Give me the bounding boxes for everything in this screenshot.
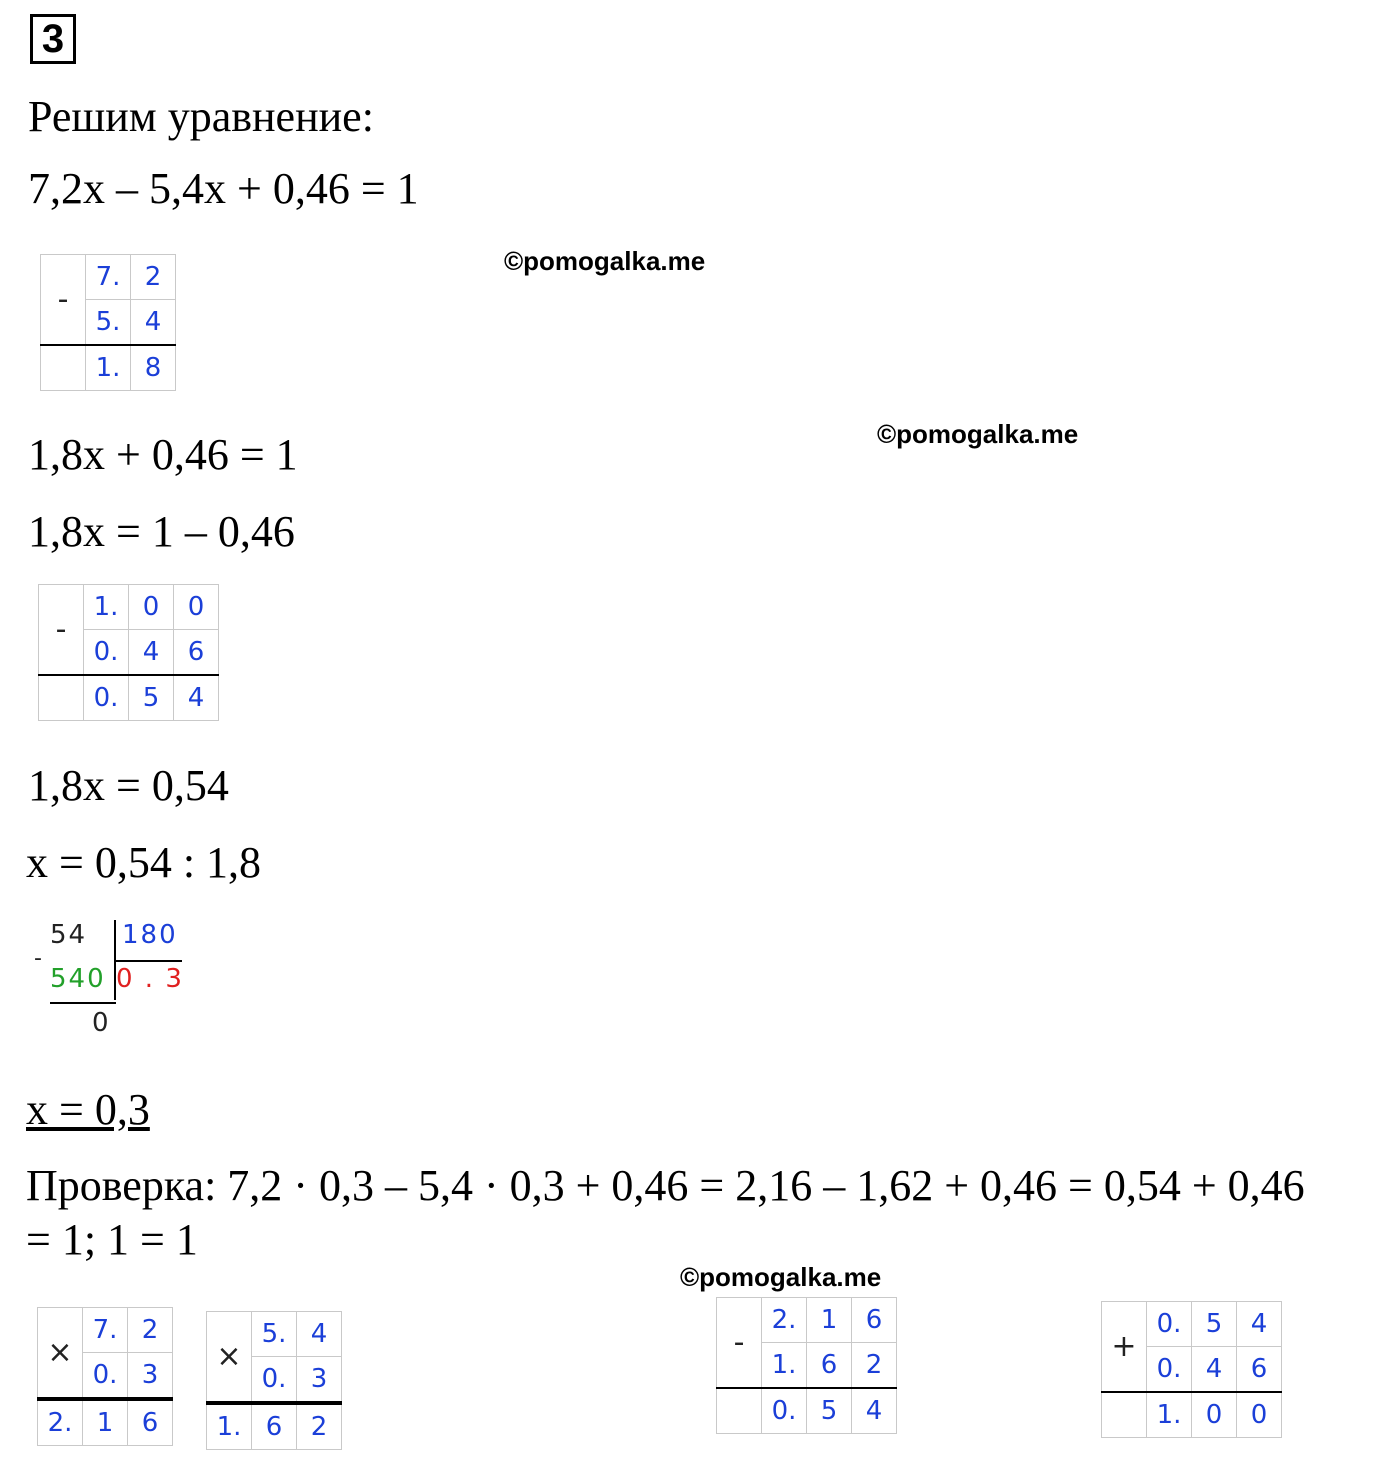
- check-line-2: = 1; 1 = 1: [26, 1215, 198, 1264]
- digit-cell: 5.: [86, 300, 131, 346]
- watermark: ©pomogalka.me: [877, 419, 1079, 449]
- digit-cell: 2: [131, 255, 176, 300]
- digit-cell: 1.: [84, 585, 129, 630]
- empty-cell: [717, 1388, 762, 1434]
- operator-minus: -: [39, 585, 84, 676]
- digit-cell: 4: [131, 300, 176, 346]
- digit-cell: 1.: [762, 1343, 807, 1389]
- digit-cell: 3: [128, 1353, 173, 1400]
- equation-4: 1,8x = 0,54: [28, 761, 229, 810]
- empty-cell: [41, 345, 86, 391]
- digit-cell: 7.: [83, 1308, 128, 1353]
- result-cell: 6: [128, 1399, 173, 1446]
- equation-3: 1,8x = 1 – 0,46: [28, 507, 295, 556]
- digit-cell: 4: [297, 1312, 342, 1357]
- result-cell: 0.: [762, 1388, 807, 1434]
- digit-cell: 7.: [86, 255, 131, 300]
- digit-cell: 2: [852, 1343, 897, 1389]
- digit-cell: 3: [297, 1357, 342, 1404]
- minus-sign: -: [34, 946, 44, 971]
- result-cell: 1: [83, 1399, 128, 1446]
- empty-cell: [1102, 1392, 1147, 1438]
- result-cell: 1.: [207, 1403, 252, 1450]
- watermark: ©pomogalka.me: [680, 1262, 882, 1292]
- quotient: 0 . 3: [116, 964, 184, 994]
- digit-cell: 0.: [83, 1353, 128, 1400]
- empty-cell: [39, 675, 84, 721]
- digit-cell: 0.: [84, 630, 129, 676]
- digit-cell: 0: [129, 585, 174, 630]
- result-cell: 6: [252, 1403, 297, 1450]
- result-cell: 1.: [1147, 1392, 1192, 1438]
- digit-cell: 6: [1237, 1347, 1282, 1393]
- division-quotient-line: [116, 960, 182, 962]
- check-line-1: Проверка: 7,2 · 0,3 – 5,4 · 0,3 + 0,46 = 2,16 – 1,62 + 0,46 = 0,54 + 0,46: [26, 1161, 1305, 1210]
- digit-cell: 1: [807, 1298, 852, 1343]
- column-addition: [1101, 1301, 1282, 1438]
- answer: x = 0,3: [26, 1085, 150, 1134]
- result-cell: 2: [297, 1403, 342, 1450]
- operator-minus: -: [717, 1298, 762, 1389]
- digit-cell: 5: [1192, 1302, 1237, 1347]
- column-subtraction-2: [38, 584, 219, 721]
- remainder: 0: [92, 1008, 111, 1038]
- problem-number: 3: [30, 14, 76, 64]
- result-cell: 0: [1237, 1392, 1282, 1438]
- digit-cell: 6: [852, 1298, 897, 1343]
- result-cell: 1.: [86, 345, 131, 391]
- digit-cell: 2: [128, 1308, 173, 1353]
- result-cell: 5: [129, 675, 174, 721]
- equation-5: x = 0,54 : 1,8: [26, 838, 262, 887]
- result-cell: 0.: [84, 675, 129, 721]
- operator-times: ×: [38, 1308, 83, 1400]
- watermark: ©pomogalka.me: [504, 246, 706, 276]
- operator-minus: -: [41, 255, 86, 346]
- digit-cell: 6: [174, 630, 219, 676]
- operator-plus: +: [1102, 1302, 1147, 1393]
- digit-cell: 0.: [1147, 1302, 1192, 1347]
- divisor: 180: [122, 920, 178, 950]
- operator-times: ×: [207, 1312, 252, 1404]
- column-multiplication-1: [37, 1307, 173, 1446]
- result-cell: 5: [807, 1388, 852, 1434]
- result-cell: 2.: [38, 1399, 83, 1446]
- column-subtraction-1: [40, 254, 176, 391]
- equation-1: 7,2x – 5,4x + 0,46 = 1: [28, 164, 419, 213]
- digit-cell: 2.: [762, 1298, 807, 1343]
- division-result-line: [50, 1002, 116, 1004]
- result-cell: 8: [131, 345, 176, 391]
- result-cell: 4: [852, 1388, 897, 1434]
- digit-cell: 0.: [252, 1357, 297, 1404]
- digit-cell: 6: [807, 1343, 852, 1389]
- intro-text: Решим уравнение:: [28, 92, 374, 141]
- digit-cell: 0: [174, 585, 219, 630]
- equation-2: 1,8x + 0,46 = 1: [28, 430, 298, 479]
- long-division: [30, 918, 200, 1048]
- dividend: 54: [50, 920, 88, 950]
- digit-cell: 4: [129, 630, 174, 676]
- column-multiplication-2: [206, 1311, 342, 1450]
- result-cell: 0: [1192, 1392, 1237, 1438]
- digit-cell: 5.: [252, 1312, 297, 1357]
- digit-cell: 0.: [1147, 1347, 1192, 1393]
- digit-cell: 4: [1192, 1347, 1237, 1393]
- subtrahend: 540: [50, 964, 106, 994]
- digit-cell: 4: [1237, 1302, 1282, 1347]
- result-cell: 4: [174, 675, 219, 721]
- column-subtraction-3: [716, 1297, 897, 1434]
